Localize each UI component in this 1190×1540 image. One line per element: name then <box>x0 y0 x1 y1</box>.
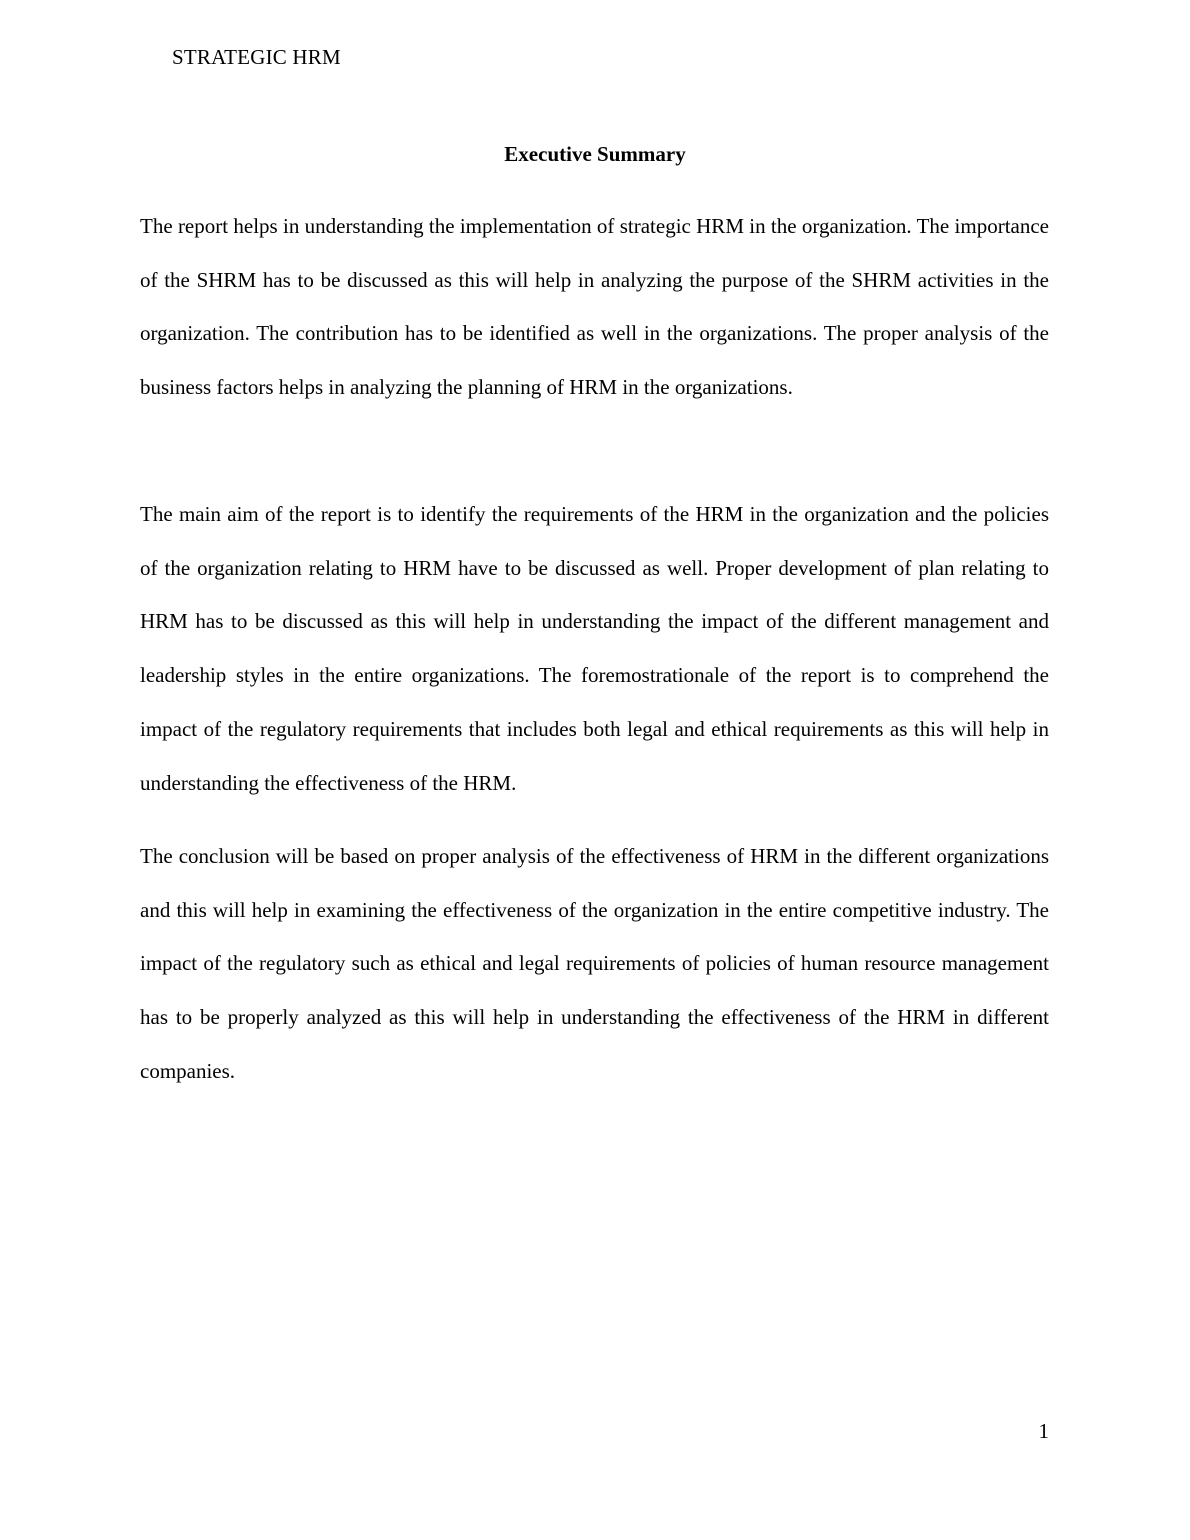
page-title: Executive Summary <box>504 142 686 166</box>
paragraph-2: The main aim of the report is to identify the requirements of the HRM in the organization and the policies of the organization relating to HRM have to be discussed as well. Proper development of plan relating to HRM has to be discussed as this will help in understanding the impact of the different management and leadership styles in the entire organizations. The foremostrationale of the report is to comprehend the impact of the regulatory requirements that includes both legal and ethical requirements as this will help in understanding the effectiveness of the HRM. <box>140 502 1049 795</box>
running-head: STRATEGIC HRM <box>172 45 341 69</box>
paragraph-1: The report helps in understanding the implementation of strategic HRM in the organization. The importance of the SHRM has to be discussed as this will help in analyzing the purpose of the SHRM activities in the organization. The contribution has to be identified as well in the organizations. The proper analysis of the business factors helps in analyzing the planning of HRM in the organizations. <box>140 214 1049 400</box>
page-number: 1 <box>1038 1419 1049 1443</box>
paragraph-3: The conclusion will be based on proper analysis of the effectiveness of HRM in the different organizations and this will help in examining the effectiveness of the organization in the entire competitive industry. The impact of the regulatory such as ethical and legal requirements of policies of human resource management has to be properly analyzed as this will help in understanding the effectiveness of the HRM in different companies. <box>140 844 1049 1083</box>
